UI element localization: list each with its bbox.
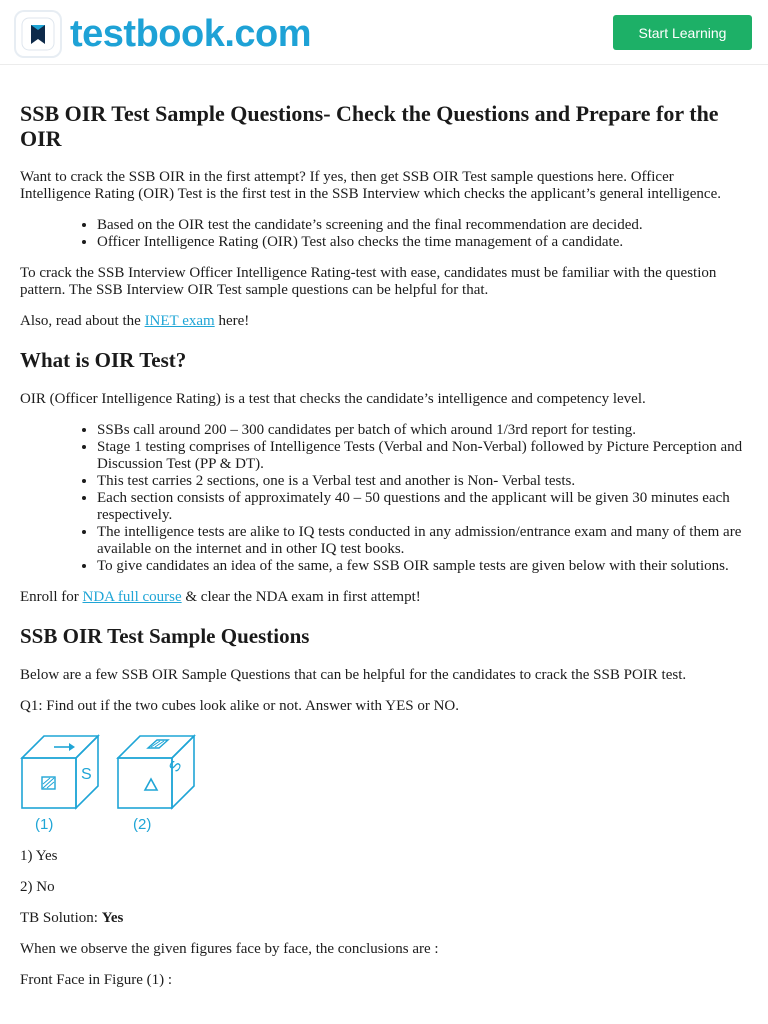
option-no: 2) No	[20, 879, 55, 895]
list-item: • Officer Intelligence Rating (OIR) Test also checks the time management of a candidate.	[97, 234, 748, 251]
solution-line	[20, 910, 748, 927]
option-yes: 1) Yes	[20, 848, 58, 864]
also-read-prefix: Also, read about the	[20, 313, 145, 329]
triangle-icon	[145, 779, 157, 790]
testbook-logo-icon	[14, 10, 62, 58]
article-title: SSB OIR Test Sample Questions- Check the Questions and Prepare for the OIR	[20, 101, 719, 151]
section-heading-what-is-oir: What is OIR Test?	[20, 348, 187, 372]
hatched-square-icon	[148, 740, 168, 748]
enroll-prefix: Enroll for	[20, 589, 83, 605]
observation-paragraph: When we observe the given figures face by face, the conclusions are :	[20, 941, 439, 957]
list-item: • Each section consists of approximately 40 – 50 questions and the applicant will be given 30 minutes each respectively.	[97, 490, 748, 524]
arrow-icon	[54, 743, 75, 751]
section-heading-sample-questions: SSB OIR Test Sample Questions	[20, 624, 310, 648]
logo-wordmark: testbook.com	[70, 13, 312, 55]
cube-2-caption: (2)	[133, 816, 152, 833]
list-item: • To give candidates an idea of the same, a few SSB OIR sample tests are given below with their solutions.	[97, 558, 748, 575]
question-1: Q1: Find out if the two cubes look alike or not. Answer with YES or NO.	[20, 698, 459, 714]
also-read-suffix: here!	[214, 313, 250, 329]
cube-2-side-letter: S	[165, 757, 186, 775]
cube-1-side-letter: S	[81, 766, 92, 783]
hatched-square-icon	[42, 777, 55, 789]
list-item: • The intelligence tests are alike to IQ tests conducted in any admission/entrance exam and many of them are available on the internet and in other IQ test books.	[97, 524, 748, 558]
cube-2-front-face	[118, 758, 172, 808]
also-read-line	[20, 313, 748, 330]
nda-full-course-link[interactable]: NDA full course	[82, 589, 182, 605]
enroll-line	[20, 589, 748, 606]
list-item: • Stage 1 testing comprises of Intelligence Tests (Verbal and Non-Verbal) followed by Picture Perception and Discussion Test (PP & DT).	[97, 439, 748, 473]
intro-paragraph: Want to crack the SSB OIR in the first attempt? If yes, then get SSB OIR Test sample questions here. Officer Intelligence Rating (OIR) Test is the first test in the SSB Interview which checks the applicant’s general intelligence.	[20, 169, 721, 202]
sample-intro-paragraph: Below are a few SSB OIR Sample Questions that can be helpful for the candidates to crack the SSB POIR test.	[20, 667, 687, 683]
cube-1-caption: (1)	[35, 816, 54, 833]
front-face-line: Front Face in Figure (1) :	[20, 972, 173, 988]
article-body	[0, 101, 768, 989]
solution-value: Yes	[101, 910, 124, 926]
intro-bullet-list	[20, 217, 748, 251]
testbook-logo[interactable]	[14, 10, 311, 58]
list-item: • This test carries 2 sections, one is a Verbal test and another is Non- Verbal tests.	[97, 473, 748, 490]
solution-label: TB Solution:	[20, 910, 102, 926]
oir-bullet-list	[20, 422, 748, 575]
site-header	[0, 0, 768, 65]
list-item: • SSBs call around 200 – 300 candidates per batch of which around 1/3rd report for testing.	[97, 422, 748, 439]
inet-exam-link[interactable]: INET exam	[144, 313, 215, 329]
start-learning-button[interactable]: Start Learning	[613, 15, 752, 50]
oir-definition-paragraph: OIR (Officer Intelligence Rating) is a test that checks the candidate’s intelligence and competency level.	[20, 391, 646, 407]
enroll-suffix: & clear the NDA exam in first attempt!	[181, 589, 421, 605]
preparation-paragraph: To crack the SSB Interview Officer Intelligence Rating-test with ease, candidates must be familiar with the question pattern. The SSB Interview OIR Test sample questions can be helpful for that.	[20, 265, 717, 298]
cubes-figure	[20, 733, 748, 835]
list-item: • Based on the OIR test the candidate’s screening and the final recommendation are decided.	[97, 217, 748, 234]
